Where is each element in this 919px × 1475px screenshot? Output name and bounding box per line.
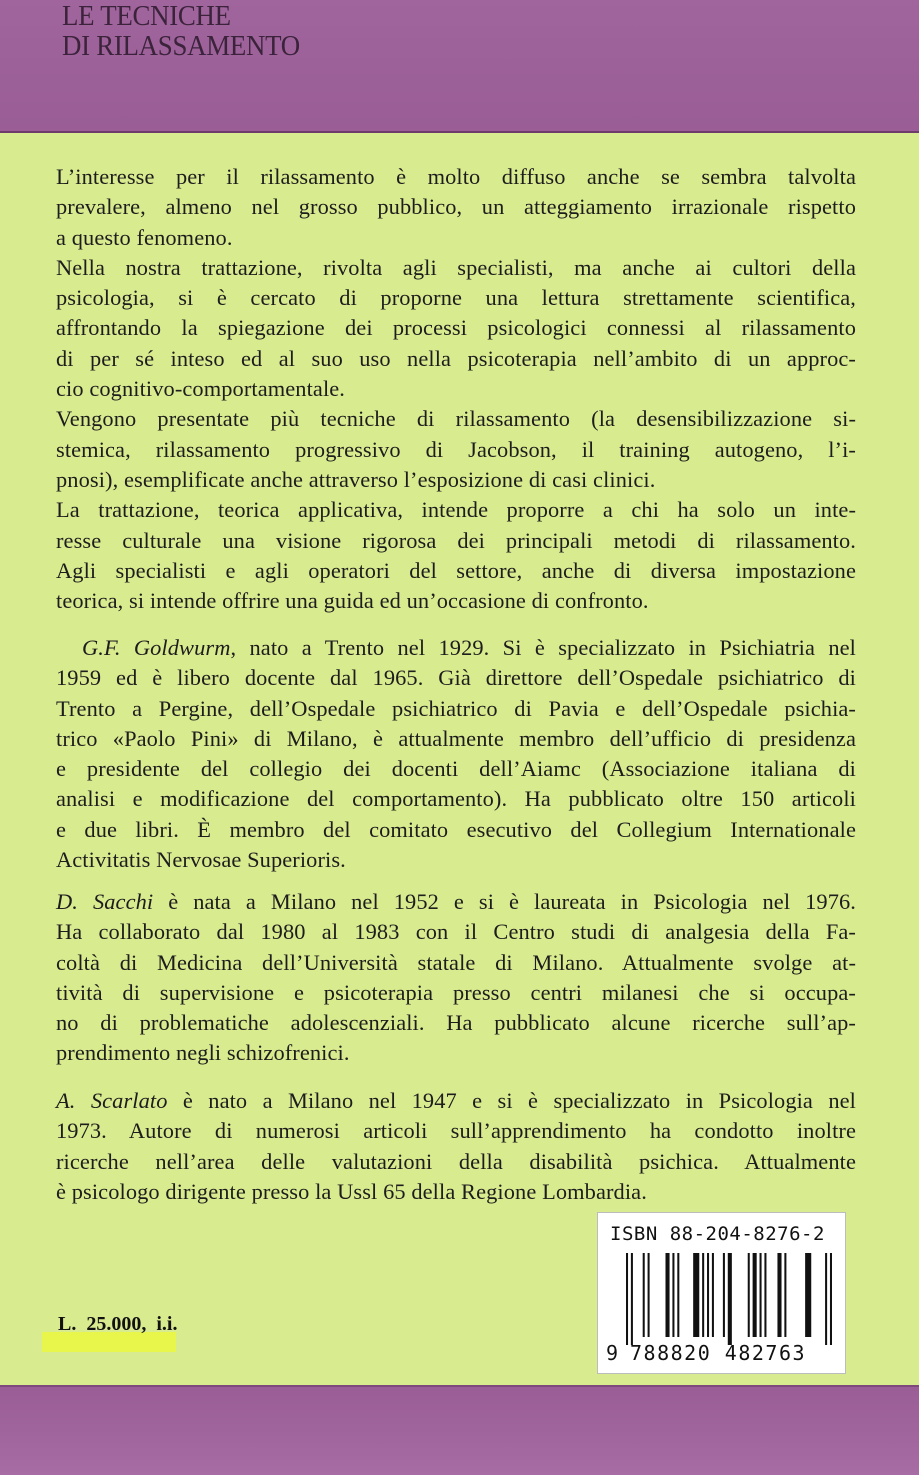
bio-first-line: D. Sacchi è nata a Milano nel 1952 e si è laureata in Psicologia nel 1976. xyxy=(56,889,857,914)
bio-line: trico «Paolo Pini» di Milano, è attualmente membro dell’ufficio di presidenza xyxy=(56,725,856,751)
bio-line: analisi e modificazione del comportamento). Ha pubblicato oltre 150 articoli xyxy=(56,786,856,812)
title-line-1: LE TECNICHE xyxy=(62,1,231,32)
bio-line: Ha collaborato dal 1980 al 1983 con il Centro studi di analgesia della Fa- xyxy=(56,919,856,945)
bio-goldwurm xyxy=(56,633,856,875)
barcode-bar xyxy=(825,1253,827,1345)
title-line-2: DI RILASSAMENTO xyxy=(62,31,300,62)
blurb-line: L’interesse per il rilassamento è molto diffuso anche se sembra talvolta xyxy=(56,164,856,189)
blurb-line: di per sé inteso ed al suo uso nella psicoterapia nell’ambito di un approc- xyxy=(56,345,856,371)
blurb-line: Agli specialisti e agli operatori del settore, anche di diversa impostazione xyxy=(56,557,856,583)
blurb-line: cio cognitivo-comportamentale. xyxy=(56,376,346,402)
isbn-remaining-digits: 788820 482763 xyxy=(630,1341,807,1365)
barcode-bar xyxy=(631,1253,633,1345)
bio-line: tività di supervisione e psicoterapia presso centri milanesi che si occupa- xyxy=(56,979,856,1005)
blurb-line: pnosi), esemplificate anche attraverso l’esposizione di casi clinici. xyxy=(56,466,656,492)
barcode-bar xyxy=(626,1253,628,1345)
barcode-bar xyxy=(760,1253,762,1337)
barcode-bar xyxy=(712,1253,714,1337)
bio-scarlato xyxy=(56,1086,856,1207)
blurb-line: psicologia, si è cercato di proporne una lettura strettamente scientifica, xyxy=(56,285,856,311)
barcode-bar xyxy=(665,1253,669,1337)
blurb-line: affrontando la spiegazione dei processi psicologici connessi al rilassamento xyxy=(56,315,856,341)
blurb-paragraphs xyxy=(56,162,856,616)
barcode-bar xyxy=(748,1253,750,1337)
bio-sacchi xyxy=(56,887,856,1069)
bottom-band xyxy=(0,1385,919,1475)
bio-line: no di problematiche adolescenziali. Ha pubblicato alcune ricerche sull’ap- xyxy=(56,1010,856,1036)
bio-line: coltà di Medicina dell’Università statale di Milano. Attualmente svolge at- xyxy=(56,949,856,975)
barcode-bar xyxy=(693,1253,699,1337)
bio-line: ricerche nell’area delle valutazioni della disabilità psichica. Attualmente xyxy=(56,1148,856,1174)
bio-line: Trento a Pergine, dell’Ospedale psichiatrico di Pavia e dell’Ospedale psichia- xyxy=(56,695,856,721)
top-band xyxy=(0,0,919,133)
barcode-bar xyxy=(677,1253,679,1337)
barcode-bar xyxy=(805,1253,811,1337)
barcode-bar xyxy=(764,1253,766,1337)
isbn-barcode xyxy=(597,1212,846,1374)
bio-line: è psicologo dirigente presso la Ussl 65 della Regione Lombardia. xyxy=(56,1178,647,1204)
author-name: A. Scarlato xyxy=(56,1088,168,1113)
blurb-line: stemica, rilassamento progressivo di Jacobson, il training autogeno, l’i- xyxy=(56,436,856,462)
bio-line: 1973. Autore di numerosi articoli sull’apprendimento ha condotto inoltre xyxy=(56,1118,856,1144)
isbn-label: ISBN 88-204-8276-2 xyxy=(610,1223,825,1245)
barcode-bar xyxy=(784,1253,786,1337)
isbn-first-digit: 9 xyxy=(606,1341,619,1365)
barcode-bar xyxy=(777,1253,781,1337)
bio-line: prendimento negli schizofrenici. xyxy=(56,1040,350,1066)
author-name: G.F. Goldwurm xyxy=(82,635,231,660)
bio-line: 1959 ed è libero docente dal 1965. Già direttore dell’Ospedale psichiatrico di xyxy=(56,665,856,691)
bio-line: e due libri. È membro del comitato esecutivo del Collegium Internationale xyxy=(56,816,856,842)
barcode-bar xyxy=(753,1253,757,1337)
barcode-bar xyxy=(707,1253,709,1337)
barcode-bar xyxy=(728,1253,732,1345)
blurb-line: Vengono presentate più tecniche di rilassamento (la desensibilizzazione si- xyxy=(56,406,856,432)
blurb-line: resse culturale una visione rigorosa dei principali metodi di rilassamento. xyxy=(56,527,856,553)
blurb-line: Nella nostra trattazione, rivolta agli specialisti, ma anche ai cultori della xyxy=(56,254,856,280)
bio-first-line: A. Scarlato è nato a Milano nel 1947 e si è specializzato in Psicologia nel xyxy=(56,1088,856,1113)
blurb-line: La trattazione, teorica applicativa, intende proporre a chi ha solo un inte- xyxy=(56,497,856,523)
blurb-line: prevalere, almeno nel grosso pubblico, un atteggiamento irrazionale rispetto xyxy=(56,194,856,220)
bio-first-line: G.F. Goldwurm, nato a Trento nel 1929. Si è specializzato in Psichiatria nel xyxy=(82,635,856,660)
barcode-bar xyxy=(702,1253,704,1337)
barcode-bars xyxy=(626,1253,832,1345)
price: L. 25.000, i.i. xyxy=(58,1313,178,1335)
bio-line: Activitatis Nervosae Superioris. xyxy=(56,847,346,873)
barcode-bar xyxy=(672,1253,674,1337)
blurb-line: a questo fenomeno. xyxy=(56,224,233,250)
barcode-bar xyxy=(830,1253,832,1345)
barcode-bar xyxy=(643,1253,645,1337)
book-title xyxy=(62,2,300,62)
blurb-line: teorica, si intende offrire una guida ed un’occasione di confronto. xyxy=(56,588,649,614)
author-name: D. Sacchi xyxy=(56,889,154,914)
barcode-bar xyxy=(648,1253,650,1337)
bio-line: e presidente del collegio dei docenti dell’Aiamc (Associazione italiana di xyxy=(56,756,856,782)
barcode-bar xyxy=(723,1253,725,1337)
